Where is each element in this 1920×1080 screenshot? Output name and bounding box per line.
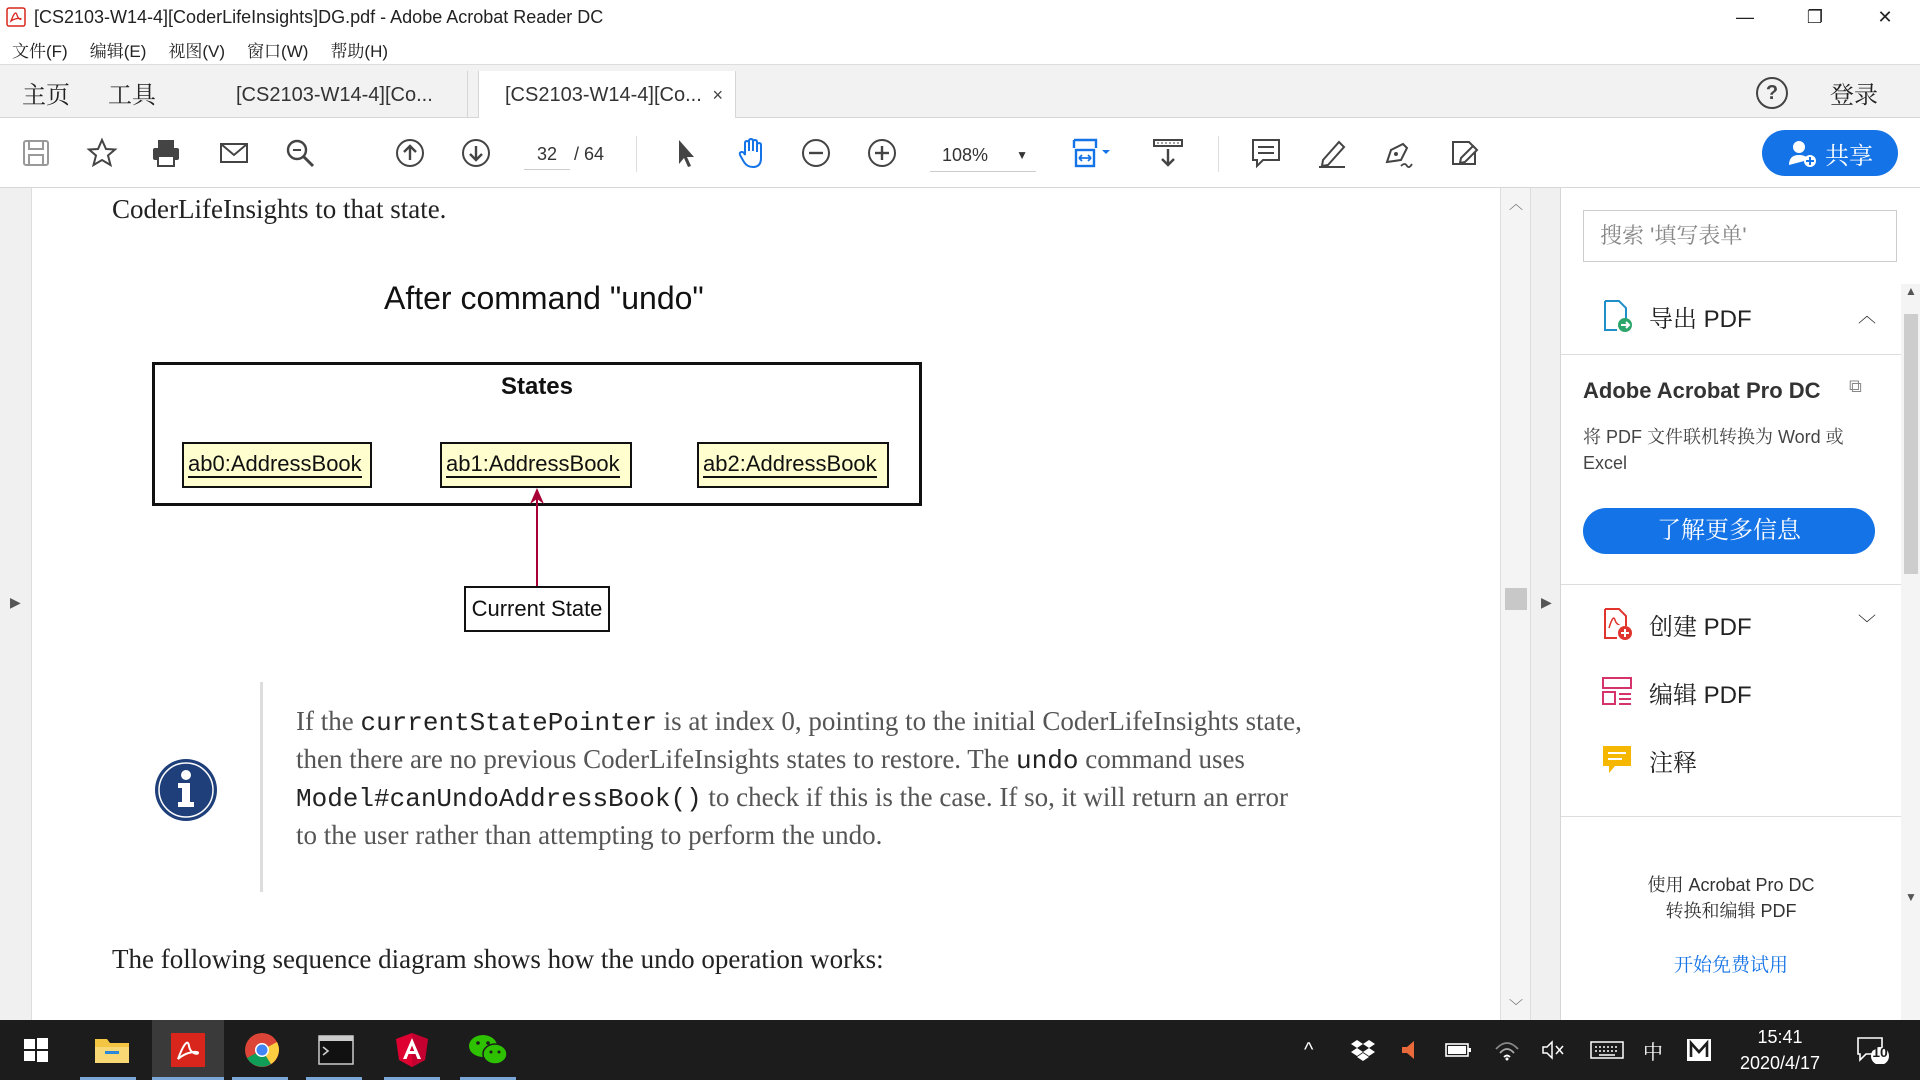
note-line-2	[296, 744, 1436, 776]
scroll-thumb[interactable]	[1505, 588, 1527, 610]
highlight-pen-icon[interactable]	[1314, 135, 1350, 171]
window-title: [CS2103-W14-4][CoderLifeInsights]DG.pdf - Adobe Acrobat Reader DC	[34, 6, 604, 27]
create-pdf-item[interactable]	[1599, 604, 1752, 644]
next-page-icon[interactable]	[458, 135, 494, 171]
pane-divider	[1561, 584, 1901, 585]
fill-sign-icon[interactable]	[1446, 135, 1482, 171]
save-icon[interactable]	[18, 135, 54, 171]
learn-more-button[interactable]: 了解更多信息	[1583, 508, 1875, 554]
edit-pdf-icon	[1599, 674, 1635, 710]
document-tab-1-label: [CS2103-W14-4][Co...	[236, 83, 433, 106]
comment-item[interactable]	[1599, 740, 1697, 780]
tab-bar	[0, 64, 1920, 118]
document-tab-1[interactable]	[210, 71, 468, 119]
wifi-icon[interactable]	[1494, 1020, 1520, 1080]
comment-tool-icon	[1599, 742, 1635, 778]
note-code: Model#canUndoAddressBook()	[296, 784, 702, 814]
note-text: then there are no previous CoderLifeInsights states to restore. The	[296, 744, 1017, 774]
chrome-icon[interactable]	[240, 1028, 284, 1072]
title-bar	[0, 0, 1920, 34]
menu-file[interactable]: 文件(F)	[12, 41, 68, 61]
terminal-icon[interactable]	[314, 1028, 358, 1072]
tools-search-input[interactable]: 搜索 '填写表单'	[1583, 210, 1897, 262]
email-icon[interactable]	[216, 135, 252, 171]
scroll-down-icon[interactable]: ▼	[1905, 890, 1917, 904]
windows-taskbar	[0, 1020, 1920, 1080]
pdf-page	[32, 188, 1500, 1020]
right-panel-toggle[interactable]	[1530, 188, 1560, 1020]
pane-divider	[1561, 354, 1901, 355]
page-number-input[interactable]: 32	[524, 138, 570, 170]
scroll-mode-icon[interactable]	[1150, 135, 1186, 171]
toolbar-divider	[1218, 136, 1219, 172]
info-icon	[154, 758, 218, 822]
tab-tools[interactable]: 工具	[108, 81, 156, 109]
minimize-button[interactable]: —	[1736, 6, 1754, 27]
note-bar	[260, 682, 263, 892]
zoom-level-value: 108%	[942, 145, 989, 165]
note-text: to check if this is the case. If so, it will return an error	[701, 782, 1288, 812]
paragraph-line: CoderLifeInsights to that state.	[112, 194, 447, 224]
clock-time: 15:41	[1757, 1027, 1803, 1047]
comment-label: 注释	[1649, 749, 1697, 777]
pro-promo-text	[1561, 872, 1901, 924]
note-text: is at index 0, pointing to the initial CoderLifeInsights state,	[656, 706, 1302, 736]
scroll-up-icon[interactable]: ▲	[1905, 284, 1917, 298]
menu-edit[interactable]: 编辑(E)	[89, 41, 147, 61]
diagram-title: After command "undo"	[384, 280, 704, 316]
tab-close-icon[interactable]: ×	[712, 85, 723, 105]
promo-title: Adobe Acrobat Pro DC	[1583, 378, 1821, 403]
windows-start-icon[interactable]	[14, 1028, 58, 1072]
file-explorer-icon[interactable]	[90, 1028, 134, 1072]
tools-pane	[1560, 188, 1920, 1020]
speaker-alert-icon[interactable]	[1398, 1020, 1422, 1080]
current-state-node: Current State	[464, 586, 610, 632]
note-code: undo	[1016, 746, 1079, 776]
current-state-arrow	[32, 188, 1032, 648]
export-pdf-label: 导出 PDF	[1649, 305, 1752, 333]
notification-count: 10	[1872, 1044, 1888, 1060]
menu-bar	[0, 34, 1920, 64]
toolbar-divider	[636, 136, 637, 172]
document-tab-2-active[interactable]	[478, 71, 736, 120]
document-scrollbar[interactable]	[1500, 188, 1530, 1020]
edit-pdf-label: 编辑 PDF	[1649, 681, 1752, 709]
expand-right-icon: ▶	[1541, 594, 1552, 610]
document-viewer[interactable]	[0, 188, 1560, 1020]
chevron-down-icon: ▼	[1016, 148, 1028, 162]
print-icon[interactable]	[148, 135, 184, 171]
document-tab-2-label: [CS2103-W14-4][Co...	[505, 84, 702, 106]
menu-help[interactable]: 帮助(H)	[330, 41, 389, 61]
zoom-level-select[interactable]	[930, 138, 1036, 172]
volume-muted-icon[interactable]	[1540, 1020, 1566, 1080]
note-code: currentStatePointer	[360, 708, 657, 738]
select-cursor-icon[interactable]	[668, 135, 704, 171]
zoom-in-icon[interactable]	[864, 135, 900, 171]
chevron-down-icon[interactable]: ﹀	[1858, 614, 1876, 634]
scroll-up-icon[interactable]: ︿	[1509, 196, 1523, 212]
promo-text: 将 PDF 文件联机转换为 Word 或 Excel	[1583, 427, 1844, 473]
restore-button[interactable]: ❐	[1806, 6, 1824, 27]
ime-mode-icon[interactable]	[1686, 1020, 1712, 1080]
state-node-ab0-label: ab0:AddressBook	[188, 451, 362, 476]
free-trial-link[interactable]: 开始免费试用	[1673, 955, 1788, 976]
dropbox-icon[interactable]	[1350, 1020, 1376, 1080]
comment-icon[interactable]	[1248, 135, 1284, 171]
note-text: If the	[296, 706, 361, 736]
system-clock[interactable]	[1730, 1024, 1830, 1076]
zoom-out-icon[interactable]	[798, 135, 834, 171]
keyboard-icon[interactable]	[1590, 1020, 1624, 1080]
state-node-ab1-label: ab1:AddressBook	[446, 451, 620, 476]
menu-window[interactable]: 窗口(W)	[247, 41, 309, 61]
note-line-4: to the user rather than attempting to perform the undo.	[296, 820, 883, 850]
fit-page-icon[interactable]	[1068, 135, 1116, 171]
export-pdf-item[interactable]	[1599, 296, 1752, 336]
create-pdf-label: 创建 PDF	[1649, 613, 1752, 641]
acrobat-reader-icon[interactable]	[166, 1028, 210, 1072]
share-button-label: 共享	[1825, 142, 1873, 170]
note-line-3	[296, 782, 1436, 814]
page-total: / 64	[574, 144, 605, 164]
create-pdf-icon	[1599, 606, 1635, 642]
window-controls	[1710, 0, 1920, 34]
pdf-app-icon	[6, 7, 26, 27]
pro-promo-line-2: 转换和编辑 PDF	[1665, 901, 1797, 921]
scroll-down-icon[interactable]: ﹀	[1509, 998, 1523, 1014]
states-label: States	[500, 373, 574, 400]
copy-icon: ⧉	[1849, 376, 1862, 396]
tab-home[interactable]: 主页	[22, 81, 70, 109]
edit-pdf-item[interactable]	[1599, 672, 1752, 712]
toolbar	[0, 118, 1920, 188]
angular-icon[interactable]	[390, 1028, 434, 1072]
close-button[interactable]: ✕	[1877, 6, 1893, 27]
left-panel-toggle[interactable]	[0, 188, 32, 1020]
export-pdf-icon	[1599, 298, 1635, 334]
help-icon[interactable]: ?	[1756, 77, 1788, 109]
state-node-ab2-label: ab2:AddressBook	[703, 451, 877, 476]
login-button[interactable]: 登录	[1830, 81, 1878, 109]
bookmark-star-icon[interactable]	[84, 135, 120, 171]
share-button[interactable]	[1762, 130, 1898, 176]
hand-tool-icon[interactable]	[734, 135, 770, 171]
scroll-thumb[interactable]	[1904, 314, 1918, 574]
pane-divider	[1561, 816, 1901, 817]
show-hidden-icons[interactable]: ^	[1304, 1038, 1314, 1061]
chevron-up-icon[interactable]: ︿	[1858, 306, 1876, 326]
note-line-1	[296, 706, 1436, 738]
battery-icon[interactable]	[1444, 1020, 1474, 1080]
search-zoom-icon[interactable]	[282, 135, 318, 171]
wechat-icon[interactable]	[466, 1028, 510, 1072]
expand-right-icon: ▶	[10, 594, 21, 610]
paragraph-line: The following sequence diagram shows how the undo operation works:	[112, 944, 884, 974]
pro-promo-line-1: 使用 Acrobat Pro DC	[1647, 875, 1815, 895]
signature-pen-icon[interactable]	[1380, 135, 1416, 171]
previous-page-icon[interactable]	[392, 135, 428, 171]
action-center-icon[interactable]	[1856, 1034, 1890, 1064]
menu-view[interactable]: 视图(V)	[168, 41, 226, 61]
ime-indicator[interactable]: 中	[1643, 1041, 1663, 1064]
tools-pane-scrollbar[interactable]	[1901, 284, 1920, 1020]
clock-date: 2020/4/17	[1739, 1053, 1821, 1073]
note-text: command uses	[1078, 744, 1245, 774]
add-user-icon	[1787, 138, 1817, 168]
